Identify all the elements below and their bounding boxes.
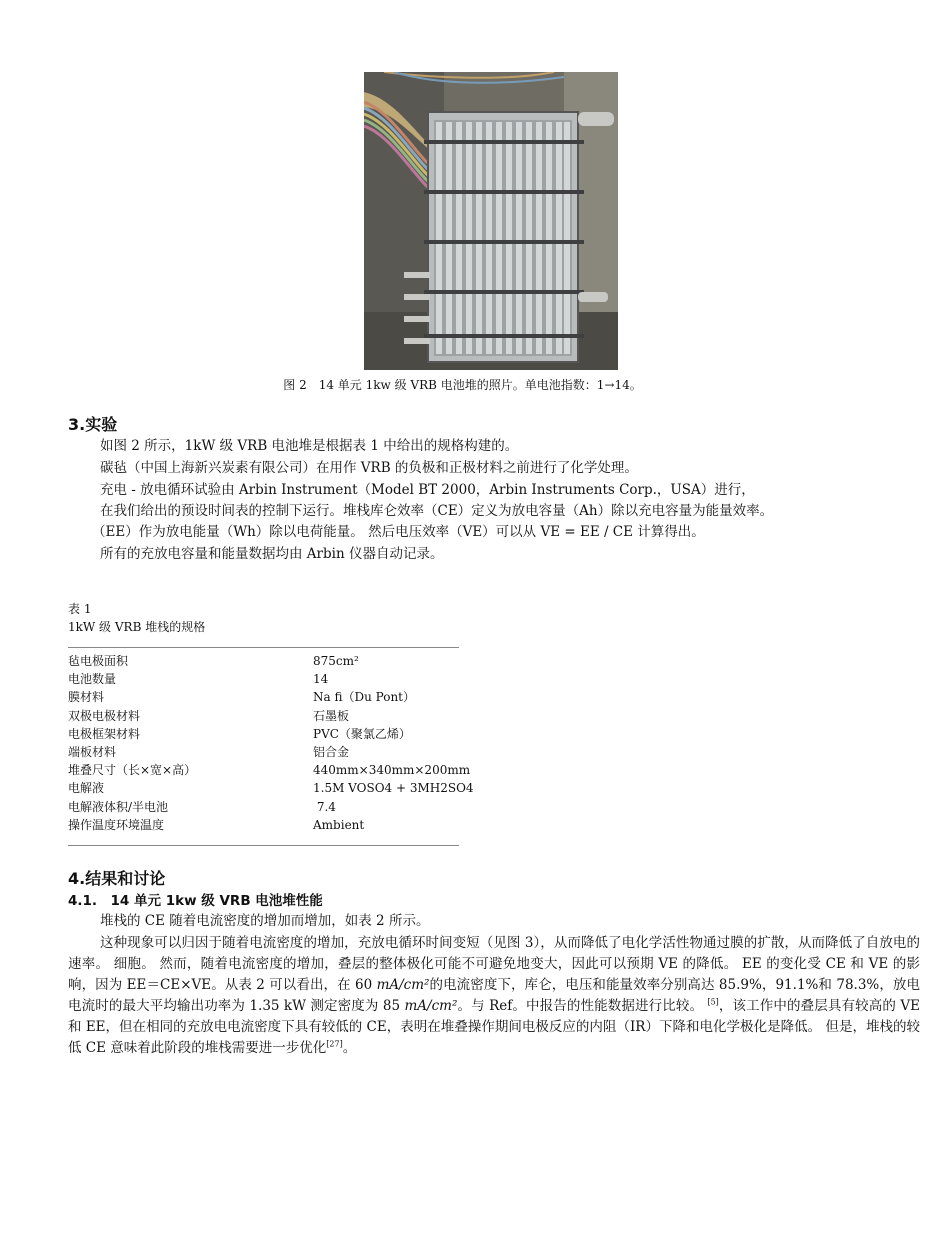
citation: [27] (326, 1039, 343, 1049)
table-cell-key: 电极框架材料 (68, 726, 141, 741)
table-cell-key: 操作温度环境温度 (68, 817, 165, 832)
table-row (68, 761, 474, 779)
table-label: 表 1 (68, 602, 92, 616)
section3-paragraph: 如图 2 所示，1kW 级 VRB 电池堆是根据表 1 中给出的规格构建的。 (100, 438, 519, 454)
table-row (68, 743, 474, 761)
table-row (68, 779, 474, 797)
table-cell-value: 1.5M VOSO4 + 3MH2SO4 (313, 781, 474, 796)
battery-stack-photo-graphic (364, 72, 618, 370)
battery-stack-photo (364, 72, 618, 370)
table-cell-value: 铝合金 (313, 744, 350, 759)
table-row (68, 798, 474, 816)
section-heading-experiment: 3.实验 (68, 415, 118, 434)
table-cell-key: 堆叠尺寸（长×宽×高） (68, 763, 197, 778)
table-cell-key: 电解液体积/半电池 (68, 799, 169, 814)
table-cell-key: 电解液 (68, 781, 105, 796)
table-row (68, 688, 474, 706)
table-top-rule (68, 647, 459, 648)
section-heading-results: 4.结果和讨论 (68, 869, 166, 888)
table-cell-value: PVC（聚氯乙烯） (313, 726, 411, 741)
table-cell-value: 石墨板 (313, 708, 350, 723)
table-row (68, 725, 474, 743)
table-bottom-rule (68, 845, 459, 846)
section3-paragraph: 所有的充放电容量和能量数据均由 Arbin 仪器自动记录。 (100, 546, 444, 562)
table-cell-value: 14 (313, 672, 329, 687)
table-row (68, 707, 474, 725)
table-cell-value: 7.4 (313, 799, 336, 814)
table-cell-value: Na fi（Du Pont） (313, 690, 416, 705)
table-cell-value: 875cm² (313, 654, 359, 668)
table-row (68, 816, 474, 834)
table-cell-value: Ambient (313, 817, 365, 832)
table-cell-key: 双极电极材料 (68, 708, 141, 723)
subsection-heading: 4.1. 14 单元 1kw 级 VRB 电池堆性能 (68, 893, 323, 909)
section3-paragraph: 碳毡（中国上海新兴炭素有限公司）在用作 VRB 的负极和正极材料之前进行了化学处理。 (100, 460, 638, 476)
table-row (68, 670, 474, 688)
section4-paragraph-main (68, 933, 920, 1059)
section3-paragraph: （EE）作为放电能量（Wh）除以电荷能量。 然后电压效率（VE）可以从 VE = EE / CE 计算得出。 (92, 524, 705, 540)
paragraph-text: 。与 Ref。中报告的性能数据进行比较。 (457, 998, 708, 1014)
table-cell-key: 电池数量 (68, 672, 117, 687)
citation: [5] (707, 997, 719, 1007)
table-cell-key: 膜材料 (68, 690, 105, 705)
paragraph-text: 这种现象可以归因于随着电流密度的增加，充放电循环时间变短（见图 3），从而降低了电化学活性物通过膜的扩散，从而降低了自放电的速率。 细胞。 然而，随着电流密度的增加，叠层的整体极化可能不可避免地变大，因此可以预期 VE 的降低。 EE 的变化受 CE 和 VE 的影响，因为 EE＝CE×VE。从表 2 可以看出，在 60 (68, 935, 920, 993)
unit-current-density: mA/cm² (376, 977, 430, 993)
paragraph-text: 的电流密度下，库仑，电压和能量效率分别高达 85.9%，91.1%和 78.3%，放电电流时的最大平均输出功率为 1.35 kW 测定密度为 85 (68, 977, 920, 1014)
table-cell-key: 端板材料 (68, 744, 117, 759)
figure-caption: 图 2 14 单元 1kw 级 VRB 电池堆的照片。单电池指数：1→14。 (283, 378, 642, 392)
section3-paragraph: 充电 - 放电循环试验由 Arbin Instrument（Model BT 2000，Arbin Instruments Corp.，USA）进行， (100, 482, 755, 498)
paragraph-text: ，该工作中的叠层具有较高的 VE 和 EE，但在相同的充放电电流密度下具有较低的 CE，表明在堆叠操作期间电极反应的内阻（IR）下降和电化学极化是降低。 但是，堆栈的较低 CE 意味着此阶段的堆栈需要进一步优化 (68, 998, 920, 1056)
table-title: 1kW 级 VRB 堆栈的规格 (68, 620, 206, 634)
unit-current-density: mA/cm² (404, 998, 458, 1014)
table-row (68, 652, 474, 670)
table-cell-key: 毡电极面积 (68, 654, 129, 668)
spec-table (68, 652, 474, 834)
table-cell-value: 440mm×340mm×200mm (313, 763, 471, 778)
paragraph-text: 。 (342, 1040, 357, 1056)
section3-paragraph: 在我们给出的预设时间表的控制下运行。堆栈库仑效率（CE）定义为放电容量（Ah）除以充电容量为能量效率。 (100, 503, 774, 519)
section4-paragraph: 堆栈的 CE 随着电流密度的增加而增加，如表 2 所示。 (100, 913, 430, 929)
